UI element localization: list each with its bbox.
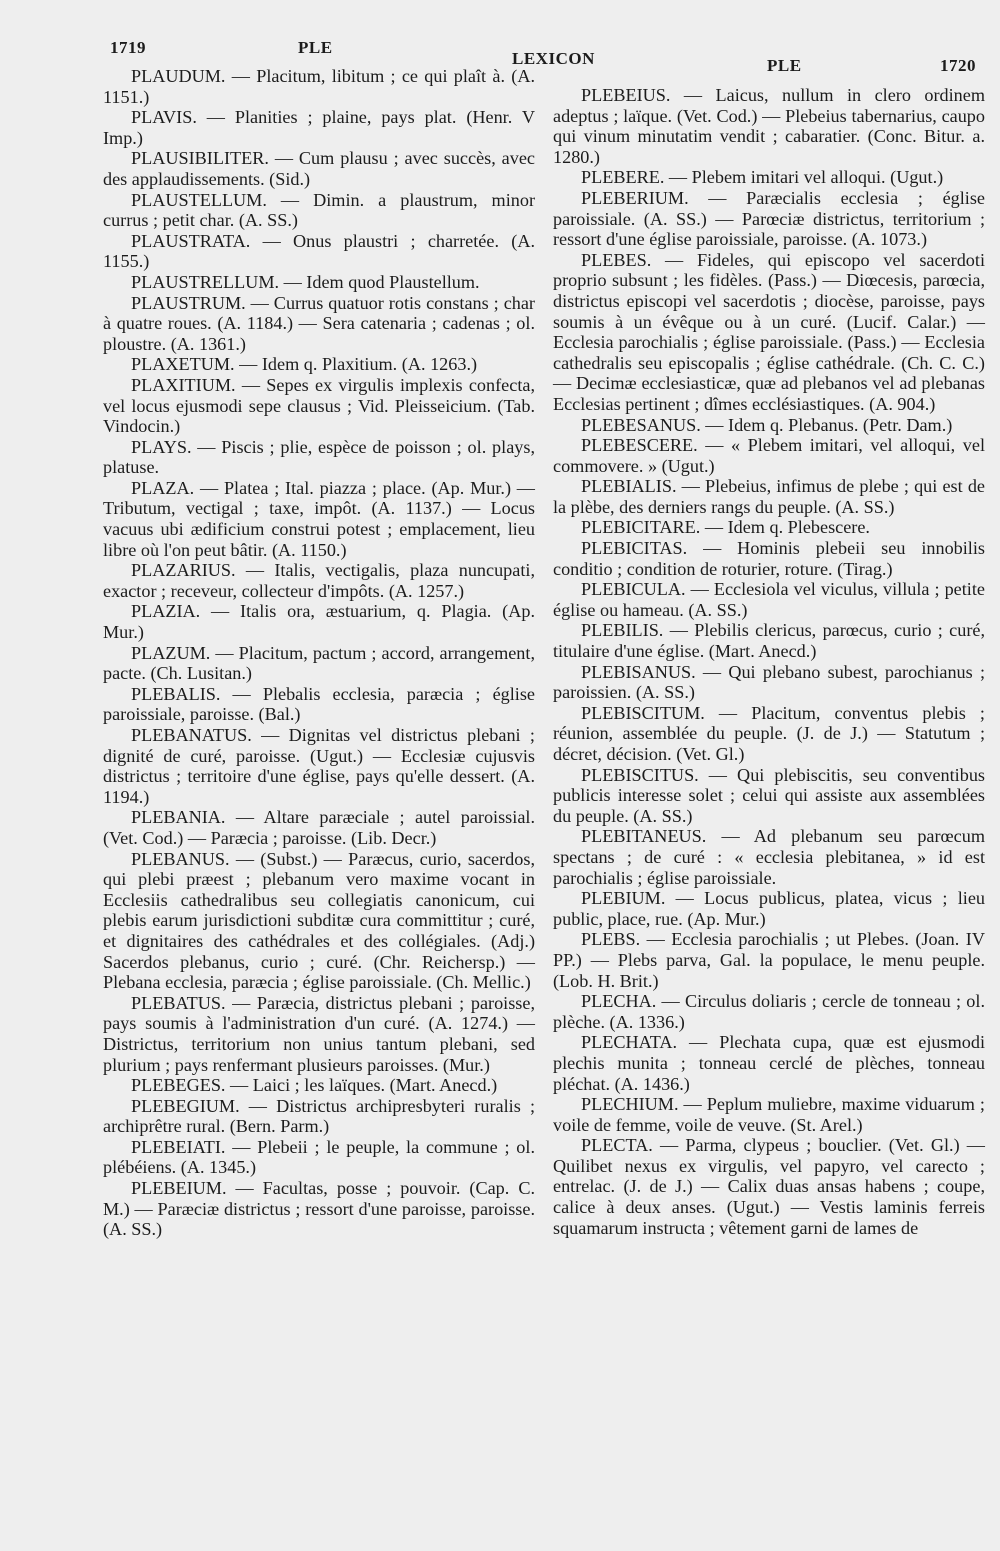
entry-plaustellum: PLAUSTELLUM. — Dimin. a plaustrum, minor currus ; petit char. (A. SS.) xyxy=(103,189,535,231)
entry-plaza: PLAZA. — Platea ; Ital. piazza ; place. (Ap. Mur.) — Tributum, vectigal ; taxe, impôt. (A. 1137.) — Locus vacuus ubi ædificium construi potest ; emplacement, lieu libre où l'on peut bâtir. (A. 1150.) xyxy=(103,477,535,560)
entry-plazarius: PLAZARIUS. — Italis, vectigalis, plaza nuncupati, exactor ; receveur, collecteur d'impôts. (A. 1257.) xyxy=(103,560,535,601)
entry-plebescere: PLEBESCERE. — « Plebem imitari, vel alloqui, vel commovere. » (Ugut.) xyxy=(553,435,985,476)
entry-plausibiliter: PLAUSIBILITER. — Cum plausu ; avec succès, avec des applaudissements. (Sid.) xyxy=(103,148,535,189)
entry-pleberium: PLEBERIUM. — Paræcialis ecclesia ; église paroissiale. (A. SS.) — Parœciæ districtus, territorium ; ressort d'une église paroissiale, paroisse. (A. 1073.) xyxy=(553,187,985,250)
entry-plebania: PLEBANIA. — Altare paræciale ; autel paroissial. (Vet. Cod.) — Paræcia ; paroisse. (Lib. Decr.) xyxy=(103,807,535,848)
entry-plebere: PLEBERE. — Plebem imitari vel alloqui. (Ugut.) xyxy=(581,167,944,188)
entry-plazum: PLAZUM. — Placitum, pactum ; accord, arrangement, pacte. (Ch. Lusitan.) xyxy=(103,642,535,684)
entry-plechata: PLECHATA. — Plechata cupa, quæ est ejusmodi plechis munita ; tonneau cerclé de plèches, tonneau pléchat. (A. 1436.) xyxy=(553,1032,985,1094)
entry-plebiscitum: PLEBISCITUM. — Placitum, conventus plebis ; réunion, assemblée du peuple. (J. de J.) — Statutum ; décret, décision. (Vet. Gl.) xyxy=(553,702,985,764)
entry-plebalis: PLEBALIS. — Plebalis ecclesia, paræcia ; église paroissiale, paroisse. (Bal.) xyxy=(103,683,535,725)
entry-plebanus: PLEBANUS. — (Subst.) — Paræcus, curio, sacerdos, qui plebi præest ; plebanum vero maxime vocant in Ecclesiis cathedralibus seu collegiatis canonicum, cui plebis earum jurisdictioni subditæ cura committitur ; curé, et dignitaires des cathédrales et des collégiales. (Adj.) Sacerdos plebanus, curio ; curé. (Chr. Reichersp.) — Plebana ecclesia, paræcia ; église paroissiale. (Ch. Mellic.) xyxy=(103,848,535,993)
entry-plebesanus: PLEBESANUS. — Idem q. Plebanus. (Petr. Dam.) xyxy=(581,414,953,435)
right-running-head: PLE xyxy=(767,56,802,75)
entry-plebegium: PLEBEGIUM. — Districtus archipresbyteri ruralis ; archiprêtre rural. (Bern. Parm.) xyxy=(103,1095,535,1137)
entry-plaudum: PLAUDUM. — Placitum, libitum ; ce qui plaît à. (A. 1151.) xyxy=(103,66,535,107)
entry-plebicitas: PLEBICITAS. — Hominis plebeii seu innobilis conditio ; condition de roturier, roture. (Tirag.) xyxy=(553,538,985,579)
entry-plebium: PLEBIUM. — Locus publicus, platea, vicus ; lieu public, place, rue. (Ap. Mur.) xyxy=(553,888,985,929)
entry-plebisanus: PLEBISANUS. — Qui plebano subest, parochianus ; paroissien. (A. SS.) xyxy=(553,661,985,703)
right-column xyxy=(553,85,985,1238)
entry-plebatus: PLEBATUS. — Paræcia, districtus plebani ; paroisse, pays soumis à l'administration d'un curé. (A. 1274.) — Districtus, territorium non unius tantum plebani, sed plurium ; pays renfermant plusieurs paroisses. (Mur.) xyxy=(103,992,535,1075)
entry-plebeiati: PLEBEIATI. — Plebeii ; le peuple, la commune ; ol. plébéiens. (A. 1345.) xyxy=(103,1136,535,1178)
left-page-number: 1719 xyxy=(110,38,146,57)
entry-plebicula: PLEBICULA. — Ecclesiola vel viculus, villula ; petite église ou hameau. (A. SS.) xyxy=(553,579,985,620)
left-column xyxy=(103,66,535,1240)
entry-plazia: PLAZIA. — Italis ora, æstuarium, q. Plagia. (Ap. Mur.) xyxy=(103,601,535,643)
entry-plebialis: PLEBIALIS. — Plebeius, infimus de plebe ; qui est de la plèbe, des derniers rangs du peuple. (A. SS.) xyxy=(553,476,985,517)
entry-plebilis: PLEBILIS. — Plebilis clericus, parœcus, curio ; curé, titulaire d'une église. (Mart. Anecd.) xyxy=(553,620,985,662)
entry-plebs: PLEBS. — Ecclesia parochialis ; ut Plebes. (Joan. IV PP.) — Plebs parva, Gal. la populace, le menu peuple. (Lob. H. Brit.) xyxy=(553,929,985,991)
entry-plaxitium: PLAXITIUM. — Sepes ex virgulis implexis confecta, vel locus ejusmodi sepe clausus ; Vid. Pleisseicium. (Tab. Vindocin.) xyxy=(103,374,535,437)
entry-plaxetum: PLAXETUM. — Idem q. Plaxitium. (A. 1263.) xyxy=(131,354,478,375)
entry-plebeius: PLEBEIUS. — Laicus, nullum in clero ordinem adeptus ; laïque. (Vet. Cod.) — Plebeius tabernarius, caupo qui vinum minutatim vendit ; cabaratier. (Conc. Bitur. a. 1280.) xyxy=(553,85,985,167)
entry-plechium: PLECHIUM. — Peplum muliebre, maxime viduarum ; voile de femme, voile de veuve. (St. Arel.) xyxy=(553,1094,985,1135)
entry-plebiscitus: PLEBISCITUS. — Qui plebiscitis, seu conventibus publicis interesse solet ; celui qui assiste aux assemblées du peuple. (A. SS.) xyxy=(553,764,985,826)
entry-plebanatus: PLEBANATUS. — Dignitas vel districtus plebani ; dignité de curé, paroisse. (Ugut.) — Ecclesiæ cujusvis districtus ; territoire d'une église, pays qu'elle dessert. (A. 1194.) xyxy=(103,725,535,807)
entry-plebeges: PLEBEGES. — Laici ; les laïques. (Mart. Anecd.) xyxy=(131,1075,498,1096)
entry-plecta: PLECTA. — Parma, clypeus ; bouclier. (Vet. Gl.) — Quilibet nexus ex virgulis, vel papyro, vel carecto ; entrelac. (J. de J.) — Calix duas ansas habens ; coupe, calice à deux anses. (Ugut.) — Vestis laminis ferreis squamarum instructa ; vêtement garni de lames de xyxy=(553,1135,985,1238)
entry-plaustrellum: PLAUSTRELLUM. — Idem quod Plaustellum. xyxy=(131,271,480,292)
left-running-head: PLE xyxy=(298,38,333,57)
entry-plaustrata: PLAUSTRATA. — Onus plaustri ; charretée. (A. 1155.) xyxy=(103,230,535,272)
right-page-number: 1720 xyxy=(940,56,976,75)
entry-plecha: PLECHA. — Circulus doliaris ; cercle de tonneau ; ol. plèche. (A. 1336.) xyxy=(553,991,985,1032)
entry-plebes: PLEBES. — Fideles, qui episcopo vel sacerdoti proprio subsunt ; les fidèles. (Pass.) — Diœcesis, parœcia, districtus episcopi vel sacerdotis ; diocèse, paroisse, pays soumis à un évêque ou à un curé. (Lucif. Calar.) — Ecclesia parochialis ; église paroissiale. (Pass.) — Ecclesia cathedralis seu episcopalis ; église cathédrale. (Ch. C. C.) — Decimæ ecclesiasticæ, quæ ad plebanos vel ad plebanas Ecclesias pertinent ; dîmes ecclésiastiques. (A. 904.) xyxy=(553,249,985,414)
entry-plavis: PLAVIS. — Planities ; plaine, pays plat. (Henr. V Imp.) xyxy=(103,107,535,148)
entry-plebeium: PLEBEIUM. — Facultas, posse ; pouvoir. (Cap. C. M.) — Paræciæ districtus ; ressort d'une paroisse, paroisse. (A. SS.) xyxy=(103,1178,535,1240)
entry-plebitaneus: PLEBITANEUS. — Ad plebanum seu parœcum spectans ; de curé : « ecclesia plebitanea, » id est parochialis ; église paroissiale. xyxy=(553,826,985,888)
running-title: LEXICON xyxy=(512,49,595,68)
entry-plaustrum: PLAUSTRUM. — Currus quatuor rotis constans ; char à quatre roues. (A. 1184.) — Sera catenaria ; cadenas ; ol. ploustre. (A. 1361.) xyxy=(103,292,535,354)
entry-plays: PLAYS. — Piscis ; plie, espèce de poisson ; ol. plays, platuse. xyxy=(103,436,535,478)
entry-plebicitare: PLEBICITARE. — Idem q. Plebescere. xyxy=(581,517,870,538)
